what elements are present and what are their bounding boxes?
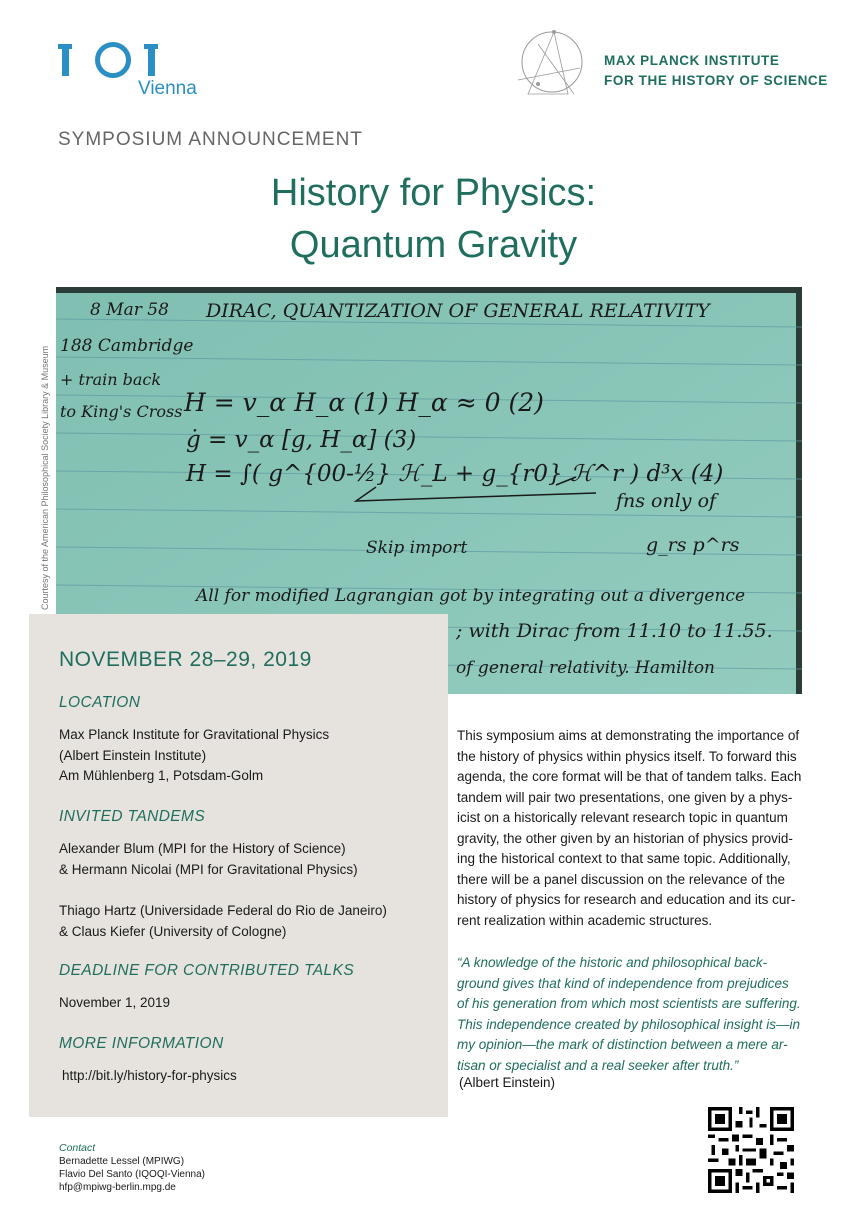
tandem-2 bbox=[59, 901, 387, 942]
ms-line: All for modified Lagrangian got by integrating out a divergence bbox=[196, 586, 746, 606]
tandem-line: & Hermann Nicolai (MPI for Gravitational Physics) bbox=[59, 861, 358, 877]
body-line: ing the historical context to that same topic. Additionally, bbox=[457, 851, 791, 866]
logo-city: Vienna bbox=[138, 78, 197, 99]
location-text bbox=[59, 725, 329, 787]
deadline-date: November 1, 2019 bbox=[59, 995, 171, 1010]
logo-letter-i bbox=[148, 48, 155, 76]
quote-line: ground gives that kind of independence from prejudices bbox=[457, 975, 789, 991]
tandems-heading: INVITED TANDEMS bbox=[59, 808, 206, 825]
mpi-logo-text bbox=[604, 51, 828, 91]
quote-line: tisan or specialist and a real seeker after truth.” bbox=[457, 1057, 739, 1073]
quote-line: my opinion—the mark of distinction between a mere ar- bbox=[457, 1037, 788, 1052]
event-date: NOVEMBER 28–29, 2019 bbox=[59, 648, 312, 671]
page-title bbox=[0, 167, 867, 271]
body-line: This symposium aims at demonstrating the importance of bbox=[457, 728, 800, 743]
ms-line: H = v_α H_α (1) H_α ≈ 0 (2) bbox=[184, 388, 544, 417]
ms-line: 8 Mar 58 bbox=[90, 300, 169, 320]
deadline-heading: DEADLINE FOR CONTRIBUTED TALKS bbox=[59, 962, 355, 979]
location-line: Max Planck Institute for Gravitational Physics bbox=[59, 727, 330, 742]
einstein-quote bbox=[457, 953, 805, 1076]
location-line: (Albert Einstein Institute) bbox=[59, 747, 207, 763]
body-line: rent realization within academic structures. bbox=[457, 912, 713, 928]
quote-author: (Albert Einstein) bbox=[459, 1075, 556, 1090]
body-line: tandem will pair two presentations, one given by a phys- bbox=[457, 789, 793, 805]
ms-line: to King's Cross bbox=[60, 402, 183, 421]
kicker: SYMPOSIUM ANNOUNCEMENT bbox=[58, 129, 363, 150]
ms-line: ġ = v_α [g, H_α] (3) bbox=[186, 427, 417, 453]
mpi-line-2: FOR THE HISTORY OF SCIENCE bbox=[604, 73, 828, 88]
ms-line: g_rs p^rs bbox=[646, 534, 740, 556]
contact-line: Bernadette Lessel (MPIWG) bbox=[59, 1156, 185, 1167]
more-info-link[interactable]: http://bit.ly/history-for-physics bbox=[62, 1068, 237, 1083]
body-line: agenda, the core format will be that of tandem talks. Each bbox=[457, 769, 802, 784]
minerva-emblem-icon bbox=[508, 24, 588, 104]
quote-line: This independence created by philosophical insight is—in bbox=[457, 1016, 800, 1032]
title-line-1: History for Physics: bbox=[270, 172, 597, 214]
ms-line: Skip import bbox=[366, 538, 468, 558]
tandem-line: Thiago Hartz (Universidade Federal do Rio de Janeiro) bbox=[59, 903, 387, 918]
location-heading: LOCATION bbox=[59, 694, 141, 711]
contact-block bbox=[59, 1142, 205, 1194]
body-line: the history of physics within physics itself. To forward this bbox=[457, 748, 797, 764]
qr-code-icon[interactable] bbox=[708, 1107, 794, 1193]
ms-line: H = ∫( g^{00-½} ℋ_L + g_{r0} ℋ^r ) d³x (4) bbox=[186, 461, 724, 487]
title-line-2: Quantum Gravity bbox=[289, 224, 578, 266]
ms-line: fns only of bbox=[616, 490, 717, 512]
contact-line: Flavio Del Santo (IQOQI-Vienna) bbox=[59, 1169, 205, 1180]
body-line: icist on a historically relevant research topic in quantum bbox=[457, 810, 788, 825]
body-line: history of physics for research and education and its cur- bbox=[457, 892, 796, 907]
iqoqi-logo bbox=[58, 40, 208, 105]
description-paragraph bbox=[457, 726, 805, 931]
more-info-heading: MORE INFORMATION bbox=[59, 1035, 224, 1052]
body-line: gravity, the other given by an historian of physics provid- bbox=[457, 830, 793, 846]
quote-line: “A knowledge of the historic and philosophical back- bbox=[457, 955, 768, 970]
ms-line: DIRAC, QUANTIZATION OF GENERAL RELATIVITY bbox=[206, 300, 710, 322]
ms-line: 188 Cambridge bbox=[60, 336, 194, 356]
logo-letter-i bbox=[62, 48, 69, 76]
quote-line: of his generation from which most scientists are suffering. bbox=[457, 996, 801, 1011]
tandem-1 bbox=[59, 839, 358, 880]
mpi-line-1: MAX PLANCK INSTITUTE bbox=[604, 53, 780, 68]
tandem-line: & Claus Kiefer (University of Cologne) bbox=[59, 923, 287, 939]
location-line: Am Mühlenberg 1, Potsdam-Golm bbox=[59, 768, 264, 783]
ms-line: ; with Dirac from 11.10 to 11.55. bbox=[456, 620, 773, 642]
info-box bbox=[29, 614, 448, 1117]
tandem-line: Alexander Blum (MPI for the History of Science) bbox=[59, 841, 346, 856]
contact-label: Contact bbox=[59, 1142, 96, 1154]
contact-email[interactable]: hfp@mpiwg-berlin.mpg.de bbox=[59, 1182, 176, 1193]
ms-line: + train back bbox=[60, 370, 162, 389]
body-line: there will be a panel discussion on the relevance of the bbox=[457, 871, 785, 887]
logo-q-ring bbox=[95, 42, 131, 78]
ms-line: of general relativity. Hamilton bbox=[456, 658, 716, 678]
photo-credit: Courtesy of the American Philosophical Society Library & Museum bbox=[40, 345, 50, 610]
